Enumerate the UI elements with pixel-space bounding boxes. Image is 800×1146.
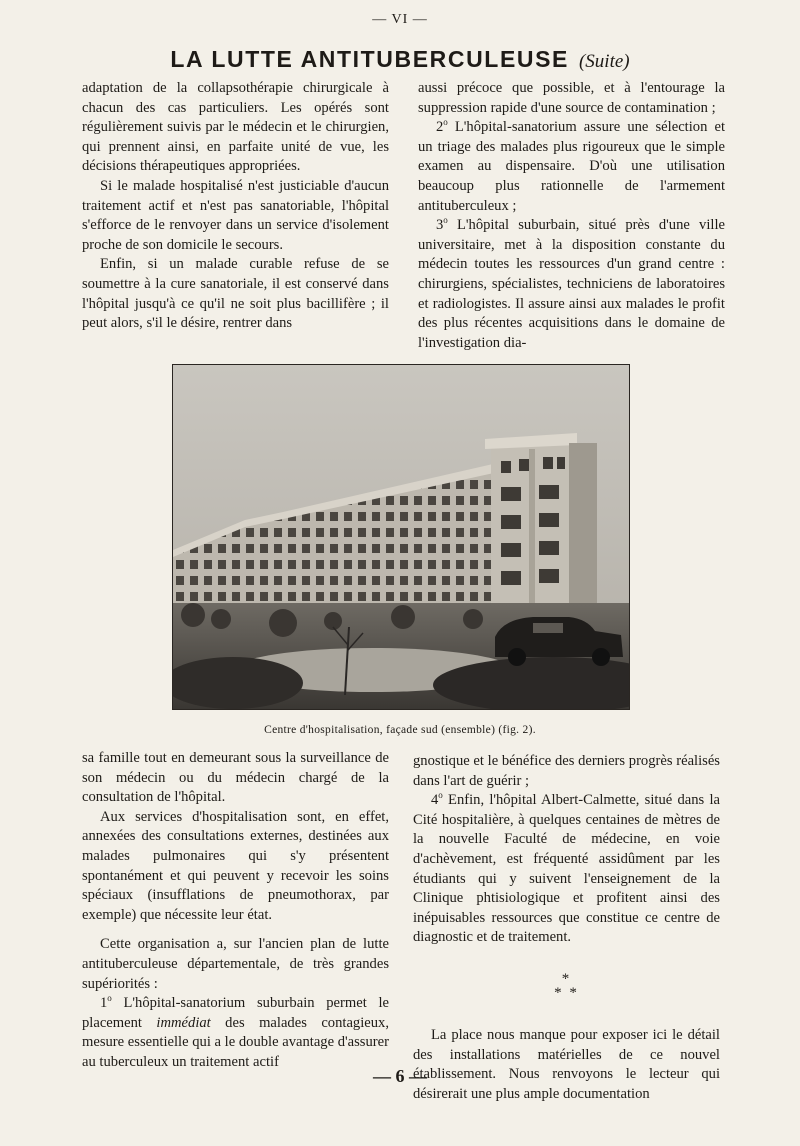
item-number: 2 bbox=[436, 119, 444, 136]
asterism-bottom: * * bbox=[554, 984, 579, 1001]
paragraph bbox=[418, 216, 725, 353]
emphasis-text: immédiat bbox=[156, 1014, 211, 1031]
article-title-suite: (Suite) bbox=[578, 51, 630, 72]
paragraph: aussi précoce que possible, et à l'entourage la suppression rapide d'une source de contamination ; bbox=[418, 80, 725, 116]
paragraph: sa famille tout en demeurant sous la surveillance de son médecin ou du médecin chargé de la consultation de l'hôpital. bbox=[82, 750, 389, 806]
item-number: 1 bbox=[100, 995, 108, 1012]
paragraph: Enfin, si un malade curable refuse de se soumettre à la cure sanatoriale, il est conservé dans l'hôpital jusqu'à ce qu'il ne soit plus bacillifère ; il peut alors, s'il le désire, rentrer dans bbox=[82, 256, 389, 332]
figure-caption: Centre d'hospitalisation, façade sud (ensemble) (fig. 2). bbox=[264, 724, 536, 736]
paragraph bbox=[82, 994, 389, 1072]
asterism-top: * bbox=[561, 970, 572, 987]
paragraph: adaptation de la collapsothérapie chirurgicale à chacun des cas particuliers. Les opérés sont régulièrement suivis par le médecin et le chirurgien, qui prennent ainsi, en parfaite unité de vue, les décisions thérapeutiques appropriées. bbox=[82, 80, 389, 175]
column-top-right bbox=[418, 79, 725, 353]
paragraph: Cette organisation a, sur l'ancien plan de lutte antituberculeuse départementale, de très grandes supériorités : bbox=[82, 936, 389, 992]
item-number: 4 bbox=[431, 792, 439, 809]
item-number: 3 bbox=[436, 217, 444, 234]
column-top-left bbox=[82, 79, 389, 334]
hospital-photograph bbox=[172, 364, 630, 710]
paragraph-text: des malades contagieux, mesure essentielle qui a le double avantage d'assurer au tuberculeux un traitement actif bbox=[82, 1014, 389, 1070]
article-heading bbox=[0, 46, 800, 73]
page-number: — 6 — bbox=[373, 1066, 427, 1086]
paragraph: Si le malade hospitalisé n'est justiciable d'aucun traitement actif et n'est pas sanatoriable, l'hôpital s'efforce de le renvoyer dans un service d'isolement proche de son domicile le secours. bbox=[82, 177, 389, 253]
paragraph bbox=[418, 118, 725, 216]
paragraph: Aux services d'hospitalisation sont, en effet, annexées des consultations externes, destinées aux malades pulmonaires qui s'y présentent spontanément et qui peuvent y recevoir les soins spéciaux (insufflations de pneumothorax, par exemple) que nécessite leur état. bbox=[82, 808, 389, 923]
ordinal-suffix: o bbox=[438, 790, 443, 801]
paragraph: La place nous manque pour exposer ici le détail des installations matérielles de ce nouvel établissement. Nous renvoyons le lecteur qui désirerait une plus ample documentation bbox=[413, 1026, 720, 1102]
paragraph-text: L'hôpital-sanatorium suburbain permet le placement bbox=[82, 995, 389, 1031]
paragraph bbox=[413, 791, 720, 948]
paragraph-text: L'hôpital suburbain, situé près d'une ville universitaire, met à la disposition constante du médecin toutes les ressources d'un grand centre : chirurgiens, spécialistes, techniciens de laboratoires et radiologistes. Il assure ainsi aux malades le profit des plus récentes acquisitions dans le domaine de l'investigation dia- bbox=[418, 217, 725, 351]
paragraph: gnostique et le bénéfice des derniers progrès réalisés dans l'art de guérir ; bbox=[413, 753, 720, 789]
section-asterism bbox=[413, 972, 720, 1000]
hospital-facade-illustration bbox=[173, 365, 629, 709]
roman-page-number: — VI — bbox=[372, 12, 428, 27]
ordinal-suffix: o bbox=[107, 993, 112, 1004]
article-title: LA LUTTE ANTITUBERCULEUSE bbox=[170, 46, 569, 72]
column-bottom-left bbox=[82, 749, 389, 1073]
paragraph-text: L'hôpital-sanatorium assure une sélection et un triage des malades plus rigoureux que le simple examen au dispensaire. D'où une utilisation beaucoup plus rationnelle de l'armement antituberculeux ; bbox=[418, 119, 725, 214]
paragraph-text: Enfin, l'hôpital Albert-Calmette, situé dans la Cité hospitalière, à quelques centaines de mètres de la nouvelle Faculté de médecine, en voie d'achèvement, est fréquenté assidûment par les étudiants qui y suivent l'enseignement de la Clinique phtisiologique et profitent ainsi des inépuisables ressources que constitue ce centre de diagnostic et de traitement. bbox=[413, 792, 720, 946]
ordinal-suffix: o bbox=[443, 215, 448, 226]
column-bottom-right bbox=[413, 752, 720, 1104]
ordinal-suffix: o bbox=[443, 117, 448, 128]
